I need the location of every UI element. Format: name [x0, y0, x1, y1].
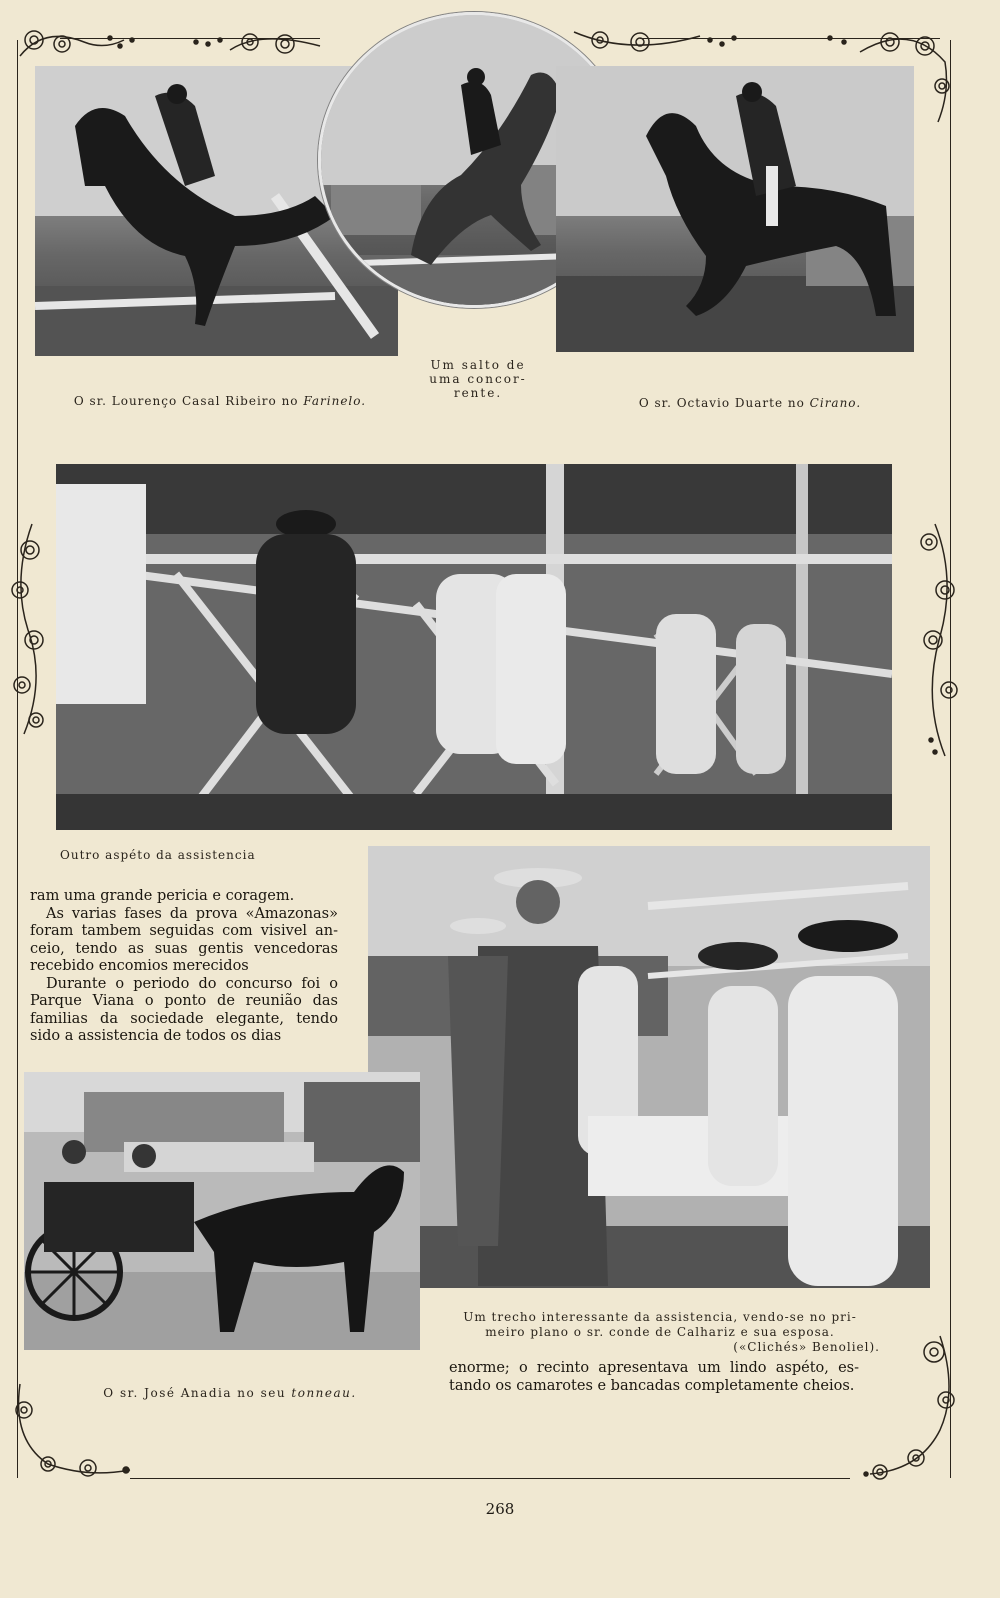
article-paragraph: Durante o periodo do concurso foi o Parque Viana o ponto de reunião das familias da sociedade elegante, tendo sido a assistencia de todos os dias	[30, 975, 338, 1044]
article-paragraph: As varias fases da prova «Amazonas» foram tambem seguidas com visivel an- ceio, tendo as suas gentis vencedoras recebido encomios merecidos	[30, 905, 338, 974]
article-text-top	[30, 888, 338, 1046]
article-text-continuation: enorme; o recinto apresentava um lindo aspéto, es- tando os camarotes e bancadas completamente cheios.	[449, 1360, 859, 1394]
frame-bottom-border	[130, 1478, 850, 1479]
caption-audience: Outro aspéto da assistencia	[60, 848, 256, 862]
caption-carriage: O sr. José Anadia no seu tonneau.	[103, 1386, 357, 1400]
rose-ornament-left-middle-icon	[2, 520, 62, 740]
rose-ornament-right-middle-icon	[905, 520, 975, 760]
photo-jose-anadia-tonneau	[24, 1072, 420, 1350]
caption-group	[440, 1310, 880, 1355]
photo-rider-cirano	[556, 66, 914, 352]
carriage-scene-icon	[24, 1072, 420, 1350]
caption-right-rider: O sr. Octavio Duarte no Cirano.	[638, 396, 862, 410]
group-scene-icon	[368, 846, 930, 1288]
caption-group-line: Um trecho interessante da assistencia, vendo-se no pri-	[463, 1310, 857, 1324]
caption-center-jump: Um salto de uma concor- rente.	[429, 358, 527, 400]
frame-left-border	[17, 40, 18, 1478]
horse-jump-right-icon	[556, 66, 914, 352]
caption-credit: («Clichés» Benoliel).	[733, 1340, 880, 1354]
caption-left-rider: O sr. Lourenço Casal Ribeiro no Farinelo.	[73, 394, 367, 408]
audience-scene-icon	[56, 464, 892, 830]
page-number: 268	[485, 1500, 515, 1518]
photo-conde-calhariz-group	[368, 846, 930, 1288]
caption-group-line: meiro plano o sr. conde de Calhariz e sua esposa.	[485, 1325, 835, 1339]
article-paragraph: ram uma grande pericia e coragem.	[30, 888, 295, 904]
photo-audience-stands	[56, 464, 892, 830]
rose-ornament-top-center-left-icon	[190, 24, 330, 58]
rose-ornament-top-left-icon	[14, 22, 144, 62]
